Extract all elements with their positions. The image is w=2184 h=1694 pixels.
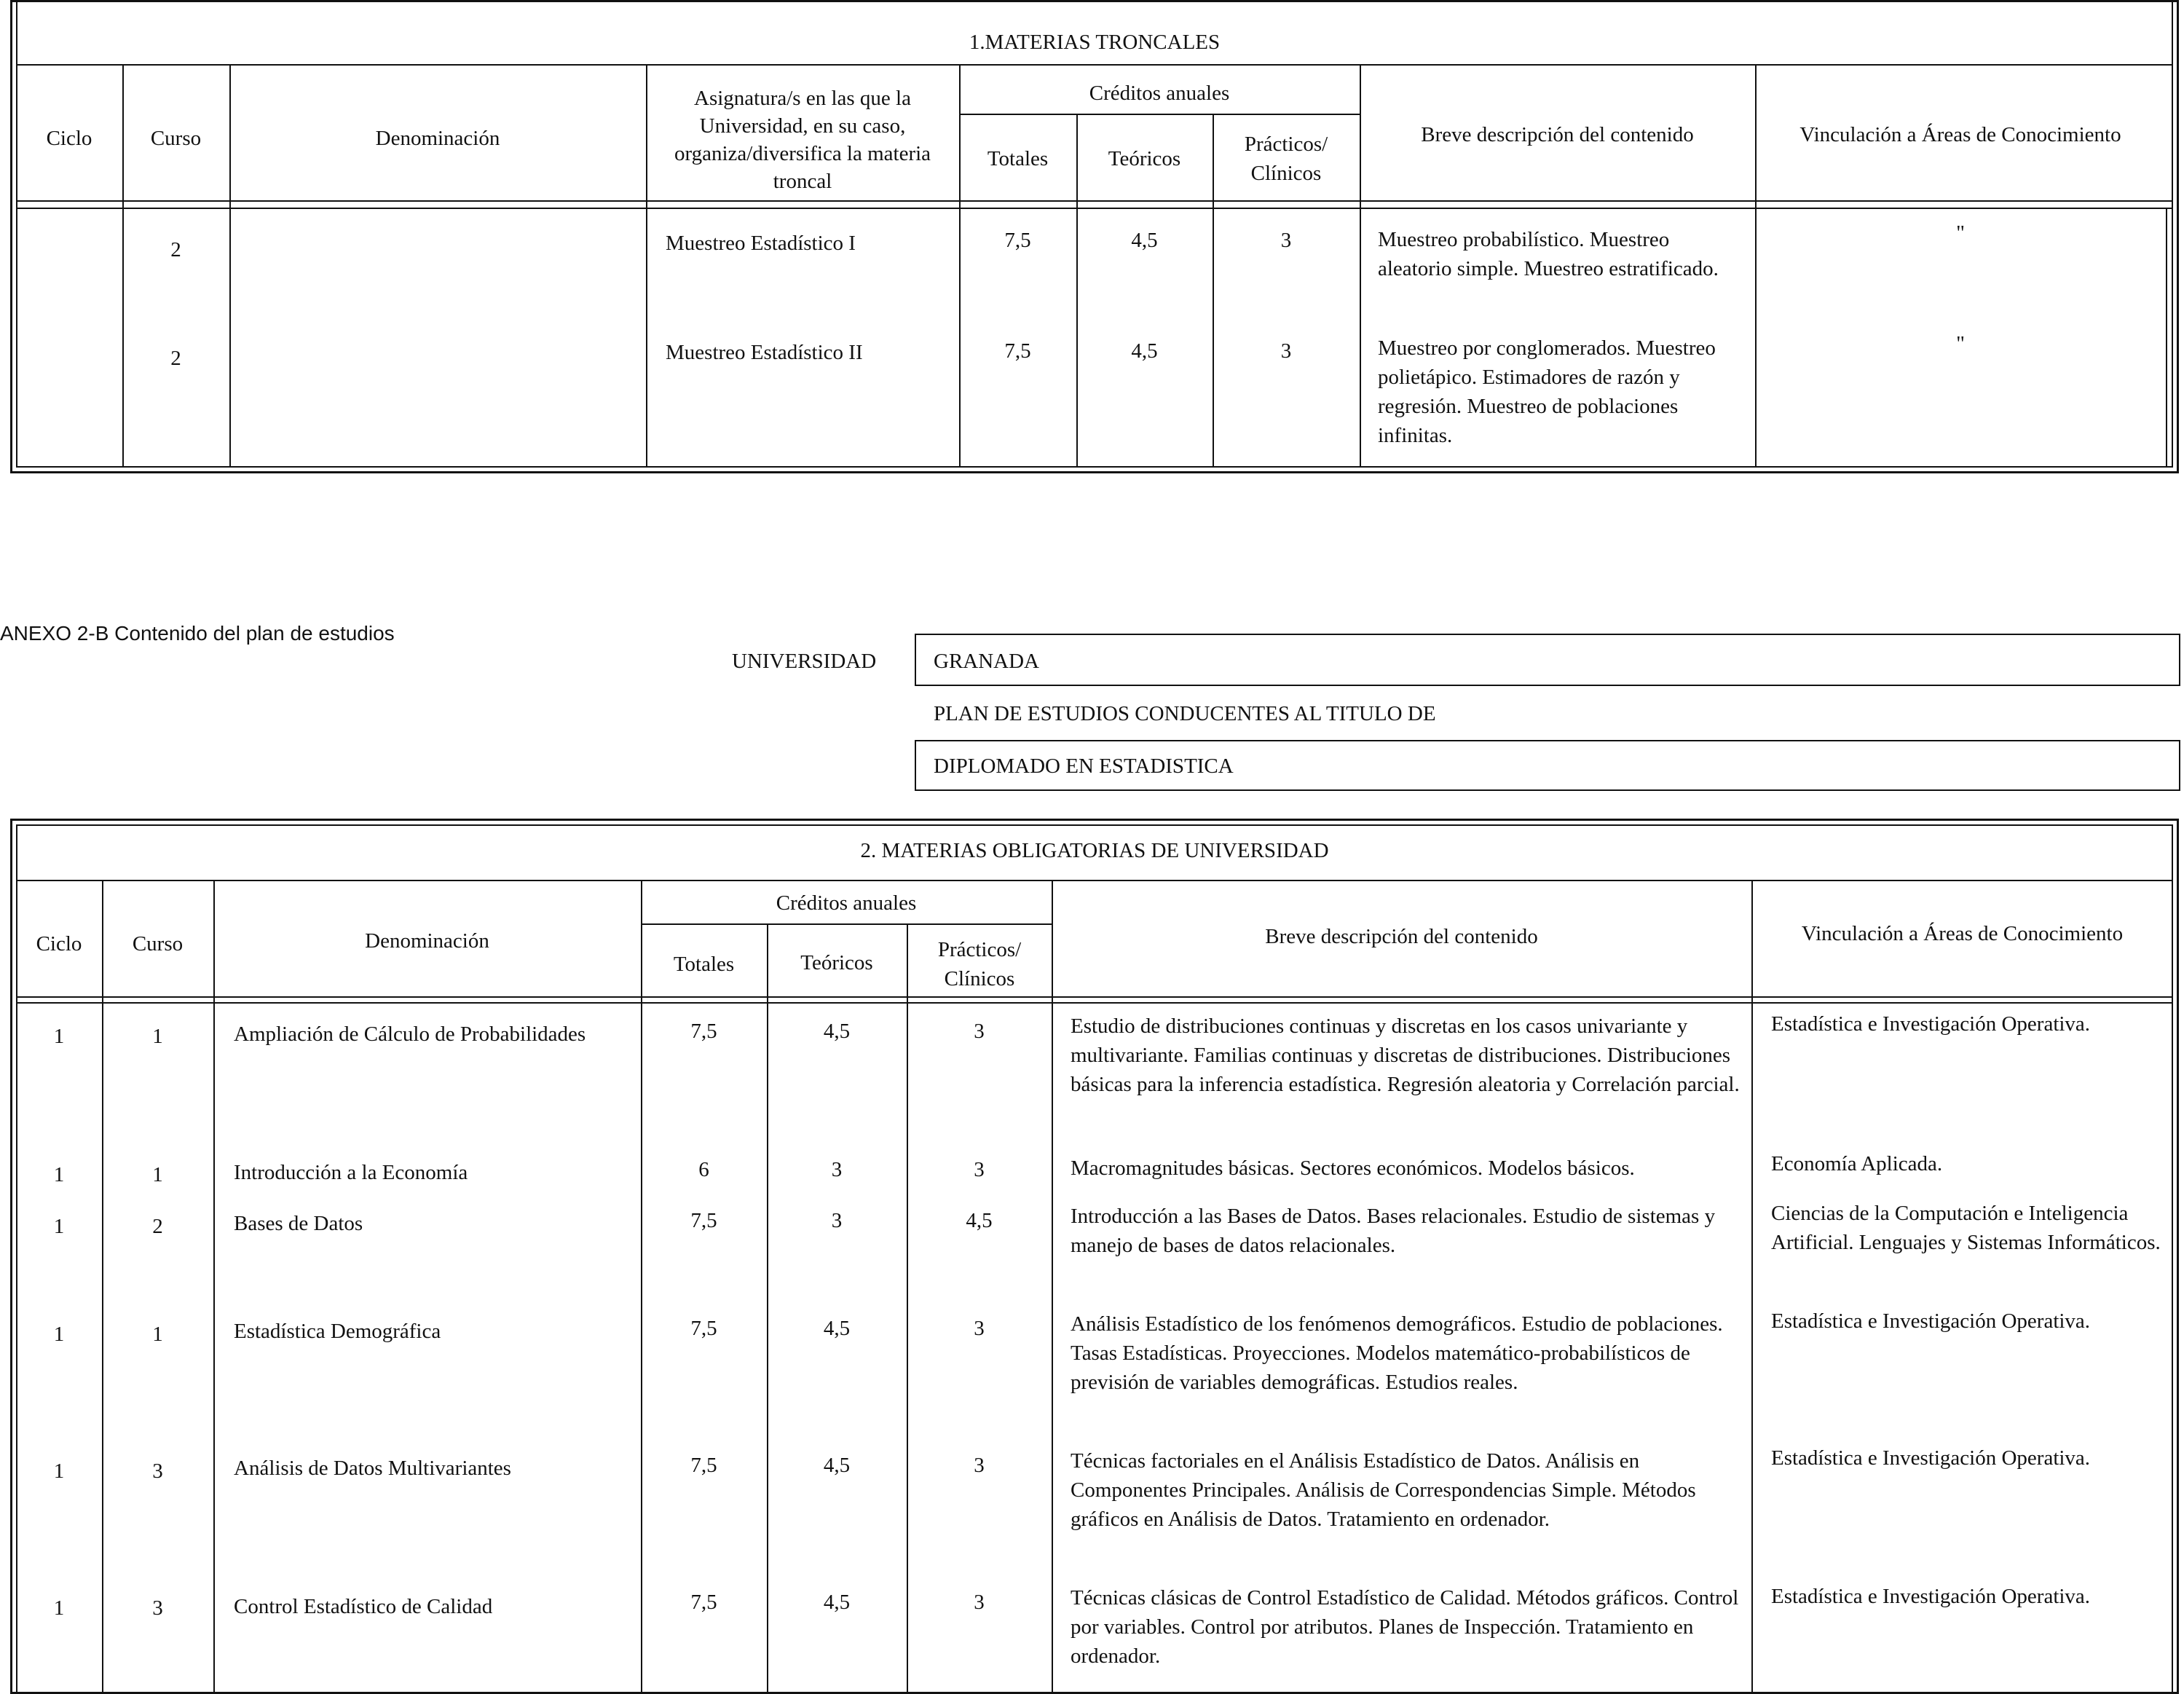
- table1-header-curso: Curso: [150, 127, 202, 150]
- cell-denominacion: Análisis de Datos Multivariantes: [234, 1457, 511, 1480]
- cell-totales: 7,5: [690, 1454, 717, 1477]
- cell-totales: 7,5: [690, 1317, 717, 1340]
- cell-descripcion: Muestreo por conglomerados. Muestreo polietápico. Estimadores de razón y regresión. Muestreo de poblaciones infinitas.: [1378, 336, 1716, 447]
- table2-header-totales: Totales: [673, 953, 735, 976]
- table2-header-teoricos: Teóricos: [800, 951, 873, 974]
- cell-asignatura: Muestreo Estadístico II: [666, 341, 863, 364]
- cell-curso: 2: [170, 347, 181, 370]
- table2-header-curso: Curso: [132, 932, 184, 956]
- table2-header-creditos: Créditos anuales: [776, 891, 917, 915]
- cell-totales: 7,5: [690, 1020, 717, 1043]
- table2-header-descripcion: Breve descripción del contenido: [1265, 925, 1538, 948]
- cell-vinculacion: Estadística e Investigación Operativa.: [1771, 1446, 2091, 1470]
- cell-vinculacion: Estadística e Investigación Operativa.: [1771, 1309, 2091, 1333]
- table1-header-practicos: Prácticos/ Clínicos: [1244, 133, 1328, 185]
- titulo-value: DIPLOMADO EN ESTADISTICA: [934, 755, 1234, 778]
- cell-practicos: 4,5: [966, 1209, 993, 1232]
- cell-descripcion: Estudio de distribuciones continuas y discretas en los casos univariante y multivariante. Familias continuas y discretas de distribuciones. Distribuciones básicas para la inferencia estadística. Regresión aleatoria y Correlación parcial.: [1071, 1015, 1740, 1096]
- cell-curso: 2: [152, 1215, 163, 1238]
- table1-header-ciclo: Ciclo: [46, 127, 92, 150]
- cell-denominacion: Control Estadístico de Calidad: [234, 1595, 493, 1618]
- cell-teoricos: 4,5: [1131, 339, 1158, 363]
- table2-header-ciclo: Ciclo: [36, 932, 82, 956]
- cell-ciclo: 1: [53, 1596, 65, 1620]
- plan-label: PLAN DE ESTUDIOS CONDUCENTES AL TITULO DE: [934, 702, 1436, 725]
- cell-practicos: 3: [974, 1454, 985, 1477]
- cell-descripcion: Macromagnitudes básicas. Sectores económicos. Modelos básicos.: [1071, 1157, 1635, 1180]
- cell-ciclo: 1: [53, 1025, 65, 1048]
- cell-vinculacion: Economía Aplicada.: [1771, 1152, 1943, 1175]
- cell-teoricos: 4,5: [823, 1591, 851, 1614]
- cell-descripcion: Técnicas clásicas de Control Estadístico de Calidad. Métodos gráficos. Control por variables. Control por atributos. Planes de Inspección. Tratamiento en ordenador.: [1071, 1586, 1739, 1668]
- cell-ciclo: 1: [53, 1323, 65, 1346]
- anexo-label: ANEXO 2-B Contenido del plan de estudios: [0, 622, 395, 645]
- cell-practicos: 3: [974, 1591, 985, 1614]
- table1-header-creditos: Créditos anuales: [1089, 82, 1230, 105]
- cell-practicos: 3: [1280, 339, 1292, 363]
- cell-descripcion: Análisis Estadístico de los fenómenos demográficos. Estudio de poblaciones. Tasas Estadísticas. Proyecciones. Modelos matemático-probabilísticos de previsión de variables demográficas. Estudios reales.: [1071, 1312, 1723, 1394]
- cell-totales: 6: [698, 1158, 709, 1181]
- universidad-box: [915, 634, 2180, 686]
- cell-practicos: 3: [974, 1317, 985, 1340]
- cell-curso: 1: [152, 1025, 163, 1048]
- cell-denominacion: Ampliación de Cálculo de Probabilidades: [234, 1023, 586, 1046]
- cell-asignatura: Muestreo Estadístico I: [666, 232, 856, 255]
- cell-totales: 7,5: [1004, 339, 1031, 363]
- cell-curso: 1: [152, 1323, 163, 1346]
- table1-header-teoricos: Teóricos: [1108, 147, 1181, 170]
- cell-denominacion: Estadística Demográfica: [234, 1320, 441, 1343]
- cell-vinculacion: Ciencias de la Computación e Inteligencia Artificial. Lenguajes y Sistemas Informáticos.: [1771, 1202, 2161, 1254]
- universidad-label: UNIVERSIDAD: [732, 650, 877, 673]
- cell-descripcion: Muestreo probabilístico. Muestreo aleatorio simple. Muestreo estratificado.: [1378, 228, 1719, 280]
- cell-denominacion: Bases de Datos: [234, 1212, 363, 1235]
- cell-vinculacion: ": [1956, 332, 1965, 355]
- cell-teoricos: 3: [831, 1209, 843, 1232]
- cell-curso: 1: [152, 1163, 163, 1186]
- cell-descripcion: Introducción a las Bases de Datos. Bases relacionales. Estudio de sistemas y manejo de bases de datos relacionales.: [1071, 1205, 1716, 1257]
- table1-header-denominacion: Denominación: [375, 127, 500, 150]
- table2-header-denominacion: Denominación: [365, 929, 489, 953]
- cell-practicos: 3: [974, 1158, 985, 1181]
- cell-teoricos: 4,5: [823, 1454, 851, 1477]
- cell-ciclo: 1: [53, 1215, 65, 1238]
- table1-header-totales: Totales: [987, 147, 1049, 170]
- table1-header-asignatura: Asignatura/s en las que la Universidad, en su caso, organiza/diversifica la materia troncal: [674, 87, 931, 193]
- table2-header-vinculacion: Vinculación a Áreas de Conocimiento: [1801, 922, 2124, 945]
- cell-ciclo: 1: [53, 1459, 65, 1483]
- table1-header-descripcion: Breve descripción del contenido: [1421, 123, 1694, 146]
- universidad-value: GRANADA: [934, 650, 1039, 673]
- cell-denominacion: Introducción a la Economía: [234, 1161, 468, 1184]
- cell-descripcion: Técnicas factoriales en el Análisis Estadístico de Datos. Análisis en Componentes Principales. Análisis de Correspondencias Simple. Métodos gráficos en Análisis de Datos. Tratamiento en ordenador.: [1071, 1449, 1696, 1531]
- table1-header-vinculacion: Vinculación a Áreas de Conocimiento: [1799, 123, 2121, 146]
- cell-teoricos: 4,5: [823, 1020, 851, 1043]
- cell-curso: 3: [152, 1459, 163, 1483]
- table2-title: 2. MATERIAS OBLIGATORIAS DE UNIVERSIDAD: [860, 839, 1329, 862]
- cell-totales: 7,5: [1004, 229, 1031, 252]
- cell-totales: 7,5: [690, 1209, 717, 1232]
- cell-curso: 2: [170, 238, 181, 261]
- cell-vinculacion: ": [1956, 221, 1965, 245]
- table1-title: 1.MATERIAS TRONCALES: [969, 31, 1221, 54]
- cell-teoricos: 4,5: [1131, 229, 1158, 252]
- cell-practicos: 3: [974, 1020, 985, 1043]
- cell-curso: 3: [152, 1596, 163, 1620]
- cell-teoricos: 4,5: [823, 1317, 851, 1340]
- cell-totales: 7,5: [690, 1591, 717, 1614]
- cell-practicos: 3: [1280, 229, 1292, 252]
- cell-vinculacion: Estadística e Investigación Operativa.: [1771, 1585, 2091, 1608]
- cell-vinculacion: Estadística e Investigación Operativa.: [1771, 1012, 2091, 1036]
- table2-header-practicos: Prácticos/ Clínicos: [937, 938, 1022, 990]
- cell-teoricos: 3: [831, 1158, 843, 1181]
- cell-ciclo: 1: [53, 1163, 65, 1186]
